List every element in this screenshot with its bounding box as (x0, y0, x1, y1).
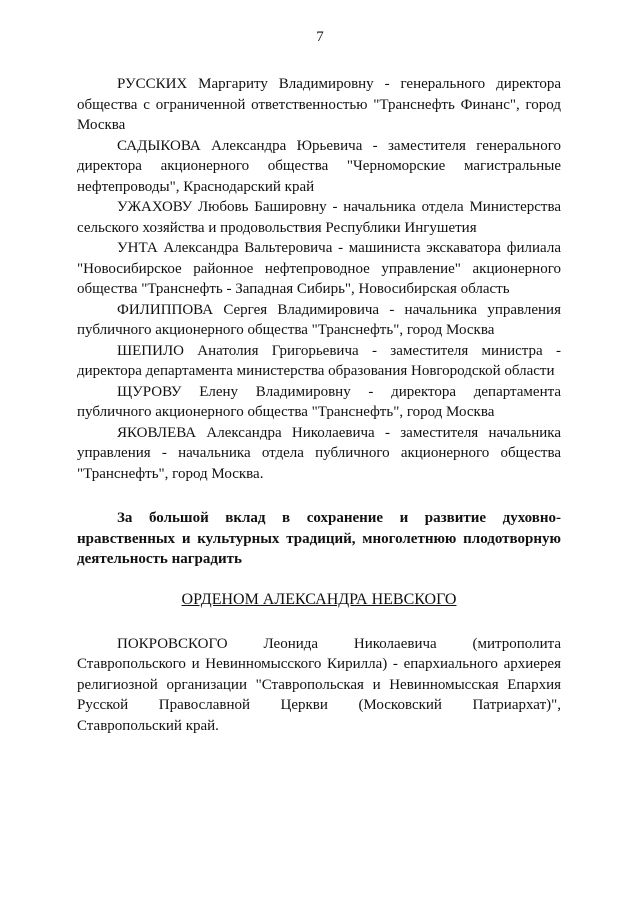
decree-statement: За большой вклад в сохранение и развитие духовно-нравственных и культурных традиций, многолетнюю плодотворную деятельность наградить (77, 510, 561, 567)
award-entry: РУССКИХ Маргариту Владимировну - генерального директора общества с ограниченной ответственностью "Транснефть Финанс", город Москва (77, 76, 561, 133)
award-entry: УНТА Александра Вальтеровича - машиниста экскаватора филиала "Новосибирское районное нефтепроводное управление" акционерного общества "Транснефть - Западная Сибирь", Новосибирская область (77, 240, 561, 297)
award-entry: САДЫКОВА Александра Юрьевича - заместителя генерального директора акционерного общества "Черноморские магистральные нефтепроводы", Краснодарский край (77, 137, 561, 195)
award-entry: ЯКОВЛЕВА Александра Николаевича - заместителя начальника управления - начальника отдела публичного акционерного общества "Транснефть", город Москва. (77, 424, 561, 482)
order-title: ОРДЕНОМ АЛЕКСАНДРА НЕВСКОГО (181, 590, 457, 608)
awardee-entry: ПОКРОВСКОГО Леонида Николаевича (митрополита Ставропольского и Невинномысского Кирилла) - епархиального архиерея религиозной организации "Ставропольская и Невинномысская Епархия Русской Православной Церкви (Московский Патриархат)", Ставропольский край. (77, 635, 561, 734)
award-entry: ЩУРОВУ Елену Владимировну - директора департамента публичного акционерного общества "Транснефть", город Москва (77, 383, 561, 420)
page-content (77, 74, 561, 736)
page-number: 7 (316, 29, 324, 45)
award-entry: ФИЛИППОВА Сергея Владимировича - начальника управления публичного акционерного общества "Транснефть", город Москва (77, 301, 561, 338)
award-entry: УЖАХОВУ Любовь Башировну - начальника отдела Министерства сельского хозяйства и продовольствия Республики Ингушетия (77, 199, 561, 236)
award-entry: ШЕПИЛО Анатолия Григорьевича - заместителя министра - директора департамента министерства образования Новгородской области (77, 342, 561, 379)
